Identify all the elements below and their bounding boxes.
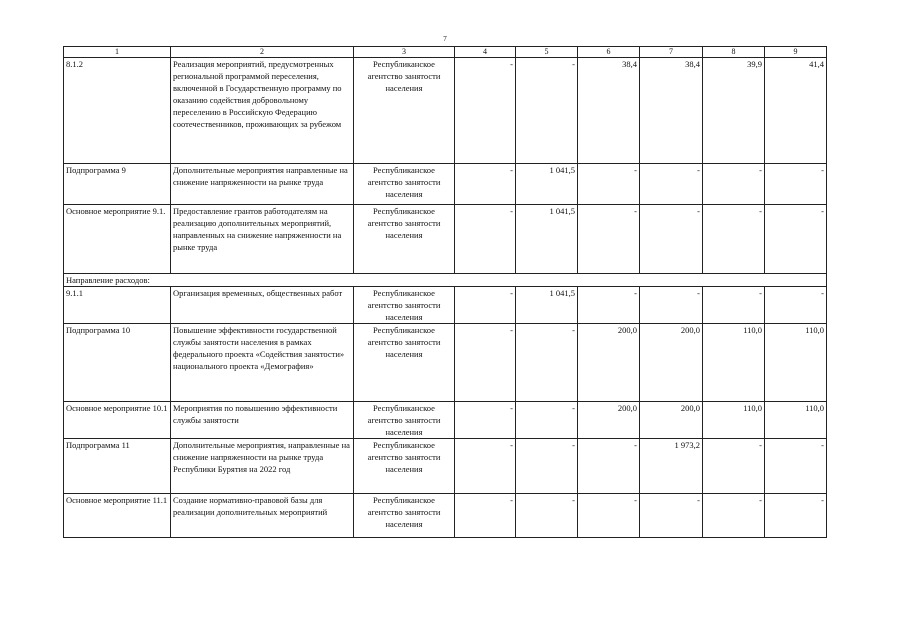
row-value-col-8: -: [703, 287, 765, 324]
row-value-col-8: 110,0: [703, 402, 765, 439]
row-title: Предоставление грантов работодателям на реализацию дополнительных мероприятий, направленных на снижение напряженности на рынке труда: [171, 205, 354, 274]
table-row: [64, 324, 827, 402]
row-value-col-9: -: [765, 494, 827, 538]
row-value-col-6: -: [578, 439, 640, 494]
row-value-col-4: -: [455, 164, 516, 205]
row-value-col-6: -: [578, 494, 640, 538]
row-value-col-5: -: [516, 439, 578, 494]
table-row: [64, 287, 827, 324]
header-col-7: 7: [640, 47, 703, 58]
row-value-col-5: 1 041,5: [516, 164, 578, 205]
row-title: Мероприятия по повышению эффективности службы занятости: [171, 402, 354, 439]
table-section-row: [64, 274, 827, 287]
row-code: Основное мероприятие 11.1: [64, 494, 171, 538]
row-title: Дополнительные мероприятия направленные на снижение напряженности на рынке труда: [171, 164, 354, 205]
row-value-col-5: 1 041,5: [516, 205, 578, 274]
row-value-col-5: -: [516, 58, 578, 164]
row-value-col-7: 200,0: [640, 402, 703, 439]
row-executor: Республиканское агентство занятости населения: [354, 494, 455, 538]
row-value-col-5: -: [516, 494, 578, 538]
header-col-4: 4: [455, 47, 516, 58]
row-value-col-7: -: [640, 164, 703, 205]
row-value-col-8: -: [703, 164, 765, 205]
header-col-8: 8: [703, 47, 765, 58]
row-value-col-8: -: [703, 494, 765, 538]
header-col-5: 5: [516, 47, 578, 58]
expense-direction-label: Направление расходов:: [64, 274, 827, 287]
row-value-col-9: -: [765, 164, 827, 205]
row-value-col-6: 38,4: [578, 58, 640, 164]
row-value-col-5: -: [516, 402, 578, 439]
header-col-1: 1: [64, 47, 171, 58]
table-row: [64, 494, 827, 538]
row-value-col-9: -: [765, 287, 827, 324]
row-executor: Республиканское агентство занятости населения: [354, 439, 455, 494]
row-code: 8.1.2: [64, 58, 171, 164]
row-value-col-7: 1 973,2: [640, 439, 703, 494]
row-value-col-6: -: [578, 205, 640, 274]
row-value-col-4: -: [455, 58, 516, 164]
row-value-col-9: -: [765, 205, 827, 274]
row-value-col-9: 110,0: [765, 402, 827, 439]
budget-table: [63, 46, 827, 538]
row-value-col-5: 1 041,5: [516, 287, 578, 324]
row-executor: Республиканское агентство занятости населения: [354, 164, 455, 205]
header-col-6: 6: [578, 47, 640, 58]
row-title: Организация временных, общественных работ: [171, 287, 354, 324]
row-value-col-6: 200,0: [578, 324, 640, 402]
table-row: [64, 439, 827, 494]
row-code: Подпрограмма 11: [64, 439, 171, 494]
row-executor: Республиканское агентство занятости населения: [354, 205, 455, 274]
row-title: Дополнительные мероприятия, направленные на снижение напряженности на рынке труда Республики Бурятия на 2022 год: [171, 439, 354, 494]
row-value-col-8: 110,0: [703, 324, 765, 402]
table-header-row: [64, 47, 827, 58]
table-row: [64, 205, 827, 274]
row-value-col-4: -: [455, 402, 516, 439]
table-row: [64, 164, 827, 205]
page-number: 7: [443, 35, 447, 43]
row-value-col-4: -: [455, 439, 516, 494]
row-code: Подпрограмма 9: [64, 164, 171, 205]
row-value-col-4: -: [455, 494, 516, 538]
row-value-col-7: -: [640, 205, 703, 274]
header-col-2: 2: [171, 47, 354, 58]
row-value-col-9: 110,0: [765, 324, 827, 402]
row-value-col-7: 38,4: [640, 58, 703, 164]
row-value-col-5: -: [516, 324, 578, 402]
row-executor: Республиканское агентство занятости населения: [354, 287, 455, 324]
row-code: 9.1.1: [64, 287, 171, 324]
row-title: Повышение эффективности государственной службы занятости населения в рамках федерального проекта «Содействия занятости» национального проекта «Демография»: [171, 324, 354, 402]
row-value-col-4: -: [455, 324, 516, 402]
row-value-col-6: -: [578, 287, 640, 324]
row-executor: Республиканское агентство занятости населения: [354, 324, 455, 402]
row-value-col-7: 200,0: [640, 324, 703, 402]
row-code: Основное мероприятие 10.1: [64, 402, 171, 439]
row-value-col-8: 39,9: [703, 58, 765, 164]
header-col-3: 3: [354, 47, 455, 58]
row-executor: Республиканское агентство занятости населения: [354, 402, 455, 439]
row-value-col-7: -: [640, 494, 703, 538]
row-value-col-6: -: [578, 164, 640, 205]
table-row: [64, 402, 827, 439]
row-value-col-9: 41,4: [765, 58, 827, 164]
row-title: Реализация мероприятий, предусмотренных региональной программой переселения, включенной в Государственную программу по оказанию содействия добровольному переселению в Российскую Федерацию соотечественников, проживающих за рубежом: [171, 58, 354, 164]
row-value-col-8: -: [703, 205, 765, 274]
row-value-col-4: -: [455, 205, 516, 274]
row-code: Основное мероприятие 9.1.: [64, 205, 171, 274]
table-row: [64, 58, 827, 164]
row-value-col-4: -: [455, 287, 516, 324]
row-title: Создание нормативно-правовой базы для реализации дополнительных мероприятий: [171, 494, 354, 538]
row-value-col-9: -: [765, 439, 827, 494]
row-code: Подпрограмма 10: [64, 324, 171, 402]
header-col-9: 9: [765, 47, 827, 58]
row-value-col-6: 200,0: [578, 402, 640, 439]
row-value-col-7: -: [640, 287, 703, 324]
row-value-col-8: -: [703, 439, 765, 494]
row-executor: Республиканское агентство занятости населения: [354, 58, 455, 164]
